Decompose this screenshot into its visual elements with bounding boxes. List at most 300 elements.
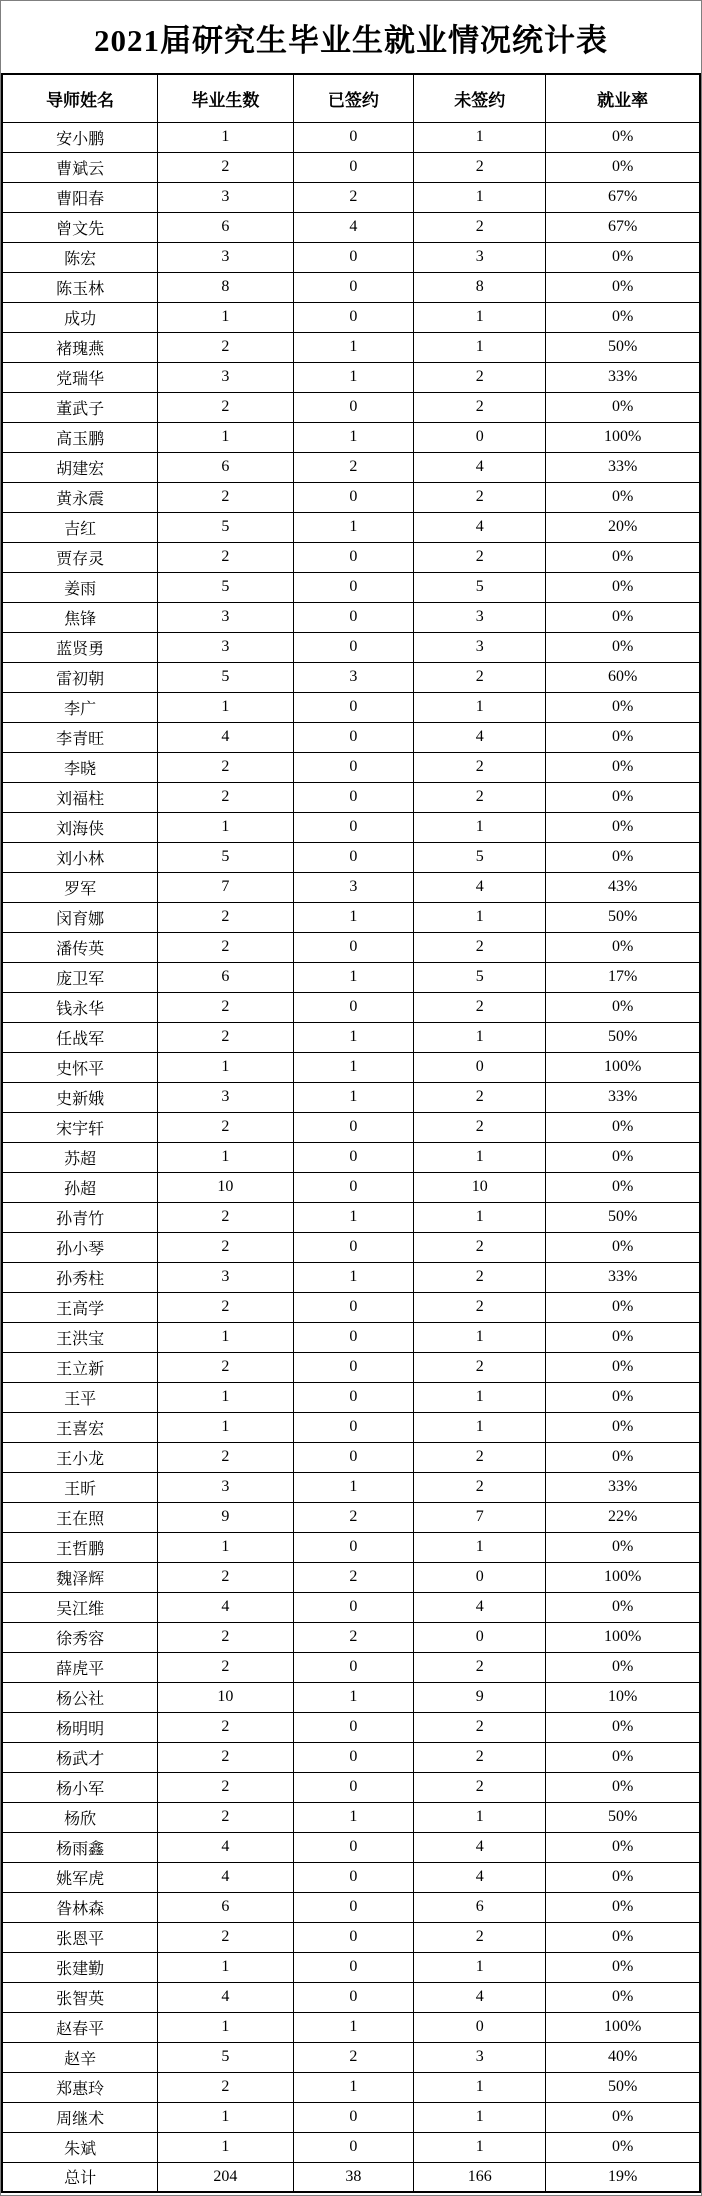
table-row — [2, 1592, 700, 1622]
value-cell: 19% — [546, 2162, 700, 2192]
value-cell: 2 — [158, 782, 293, 812]
table-row — [2, 392, 700, 422]
table-row — [2, 302, 700, 332]
table-row — [2, 752, 700, 782]
advisor-name-cell: 李青旺 — [2, 722, 158, 752]
table-row — [2, 662, 700, 692]
value-cell: 1 — [158, 1412, 293, 1442]
value-cell: 2 — [158, 1712, 293, 1742]
table-row — [2, 272, 700, 302]
page-title: 2021届研究生毕业生就业情况统计表 — [94, 22, 608, 58]
value-cell: 1 — [158, 302, 293, 332]
table-row — [2, 332, 700, 362]
value-cell: 0% — [546, 1442, 700, 1472]
value-cell: 2 — [158, 752, 293, 782]
value-cell: 2 — [414, 542, 546, 572]
advisor-name-cell: 任战军 — [2, 1022, 158, 1052]
value-cell: 2 — [414, 752, 546, 782]
value-cell: 1 — [158, 812, 293, 842]
table-row — [2, 1682, 700, 1712]
value-cell: 2 — [158, 932, 293, 962]
value-cell: 1 — [293, 1802, 414, 1832]
table-row — [2, 1022, 700, 1052]
table-row — [2, 1142, 700, 1172]
value-cell: 2 — [414, 392, 546, 422]
value-cell: 0% — [546, 122, 700, 152]
table-row — [2, 1352, 700, 1382]
table-row — [2, 1082, 700, 1112]
value-cell: 1 — [414, 1532, 546, 1562]
advisor-name-cell: 成功 — [2, 302, 158, 332]
advisor-name-cell: 王昕 — [2, 1472, 158, 1502]
value-cell: 33% — [546, 1262, 700, 1292]
value-cell: 1 — [158, 692, 293, 722]
value-cell: 20% — [546, 512, 700, 542]
advisor-name-cell: 蓝贤勇 — [2, 632, 158, 662]
table-row — [2, 1262, 700, 1292]
value-cell: 0 — [293, 542, 414, 572]
column-header: 导师姓名 — [2, 74, 158, 122]
value-cell: 2 — [414, 1082, 546, 1112]
value-cell: 0% — [546, 992, 700, 1022]
value-cell: 4 — [414, 722, 546, 752]
value-cell: 1 — [158, 1322, 293, 1352]
value-cell: 3 — [414, 242, 546, 272]
value-cell: 0 — [293, 1322, 414, 1352]
value-cell: 4 — [158, 1982, 293, 2012]
value-cell: 0% — [546, 1742, 700, 1772]
value-cell: 0% — [546, 542, 700, 572]
value-cell: 2 — [414, 1472, 546, 1502]
value-cell: 3 — [158, 632, 293, 662]
value-cell: 0 — [414, 1052, 546, 1082]
value-cell: 2 — [414, 1352, 546, 1382]
value-cell: 50% — [546, 1022, 700, 1052]
value-cell: 0% — [546, 932, 700, 962]
advisor-name-cell: 李广 — [2, 692, 158, 722]
advisor-name-cell: 史新娥 — [2, 1082, 158, 1112]
advisor-name-cell: 总计 — [2, 2162, 158, 2192]
value-cell: 43% — [546, 872, 700, 902]
advisor-name-cell: 王小龙 — [2, 1442, 158, 1472]
value-cell: 100% — [546, 1562, 700, 1592]
value-cell: 4 — [293, 212, 414, 242]
value-cell: 5 — [158, 842, 293, 872]
value-cell: 3 — [293, 872, 414, 902]
advisor-name-cell: 胡建宏 — [2, 452, 158, 482]
value-cell: 1 — [414, 1952, 546, 1982]
value-cell: 0% — [546, 1292, 700, 1322]
table-row — [2, 1382, 700, 1412]
value-cell: 1 — [414, 1142, 546, 1172]
advisor-name-cell: 王立新 — [2, 1352, 158, 1382]
value-cell: 2 — [158, 392, 293, 422]
value-cell: 5 — [158, 512, 293, 542]
table-row — [2, 1052, 700, 1082]
advisor-name-cell: 魏泽辉 — [2, 1562, 158, 1592]
value-cell: 1 — [414, 1802, 546, 1832]
value-cell: 4 — [158, 1832, 293, 1862]
value-cell: 1 — [414, 182, 546, 212]
table-row — [2, 932, 700, 962]
table-row — [2, 1952, 700, 1982]
value-cell: 2 — [414, 1112, 546, 1142]
value-cell: 4 — [414, 872, 546, 902]
value-cell: 2 — [158, 1802, 293, 1832]
advisor-name-cell: 王洪宝 — [2, 1322, 158, 1352]
value-cell: 0 — [293, 1352, 414, 1382]
value-cell: 0 — [293, 302, 414, 332]
value-cell: 0% — [546, 272, 700, 302]
advisor-name-cell: 焦锋 — [2, 602, 158, 632]
value-cell: 1 — [293, 2012, 414, 2042]
value-cell: 0 — [293, 1982, 414, 2012]
table-row — [2, 1922, 700, 1952]
value-cell: 0 — [293, 782, 414, 812]
table-row — [2, 1772, 700, 1802]
value-cell: 1 — [158, 1382, 293, 1412]
value-cell: 2 — [158, 482, 293, 512]
value-cell: 0 — [414, 2012, 546, 2042]
value-cell: 10 — [158, 1172, 293, 1202]
value-cell: 0% — [546, 482, 700, 512]
value-cell: 2 — [293, 452, 414, 482]
value-cell: 0% — [546, 1832, 700, 1862]
value-cell: 0% — [546, 1952, 700, 1982]
value-cell: 0 — [414, 1562, 546, 1592]
value-cell: 166 — [414, 2162, 546, 2192]
value-cell: 0 — [293, 242, 414, 272]
value-cell: 33% — [546, 362, 700, 392]
advisor-name-cell: 赵辛 — [2, 2042, 158, 2072]
value-cell: 0 — [293, 392, 414, 422]
table-row — [2, 422, 700, 452]
advisor-name-cell: 刘福柱 — [2, 782, 158, 812]
table-row — [2, 1232, 700, 1262]
value-cell: 0 — [293, 1742, 414, 1772]
value-cell: 1 — [414, 2072, 546, 2102]
value-cell: 0 — [293, 692, 414, 722]
value-cell: 2 — [414, 1922, 546, 1952]
value-cell: 2 — [414, 1442, 546, 1472]
value-cell: 1 — [293, 1052, 414, 1082]
value-cell: 0% — [546, 1772, 700, 1802]
value-cell: 17% — [546, 962, 700, 992]
value-cell: 3 — [158, 362, 293, 392]
value-cell: 3 — [414, 602, 546, 632]
value-cell: 0 — [293, 1412, 414, 1442]
value-cell: 1 — [158, 122, 293, 152]
value-cell: 0 — [293, 632, 414, 662]
value-cell: 0% — [546, 1862, 700, 1892]
value-cell: 1 — [414, 1412, 546, 1442]
advisor-name-cell: 闵育娜 — [2, 902, 158, 932]
value-cell: 67% — [546, 212, 700, 242]
value-cell: 2 — [414, 1772, 546, 1802]
advisor-name-cell: 史怀平 — [2, 1052, 158, 1082]
advisor-name-cell: 罗军 — [2, 872, 158, 902]
value-cell: 0% — [546, 302, 700, 332]
value-cell: 100% — [546, 1622, 700, 1652]
value-cell: 2 — [158, 1922, 293, 1952]
value-cell: 1 — [414, 2102, 546, 2132]
value-cell: 0 — [293, 2132, 414, 2162]
value-cell: 2 — [414, 992, 546, 1022]
value-cell: 0 — [293, 752, 414, 782]
value-cell: 2 — [158, 1352, 293, 1382]
value-cell: 4 — [414, 452, 546, 482]
advisor-name-cell: 陈玉林 — [2, 272, 158, 302]
value-cell: 1 — [414, 1322, 546, 1352]
value-cell: 40% — [546, 2042, 700, 2072]
value-cell: 1 — [414, 2132, 546, 2162]
value-cell: 0 — [414, 1622, 546, 1652]
value-cell: 0% — [546, 1232, 700, 1262]
advisor-name-cell: 安小鹏 — [2, 122, 158, 152]
value-cell: 4 — [414, 1862, 546, 1892]
table-row — [2, 1502, 700, 1532]
value-cell: 0% — [546, 2102, 700, 2132]
value-cell: 1 — [158, 1952, 293, 1982]
value-cell: 0% — [546, 1652, 700, 1682]
value-cell: 0 — [293, 1112, 414, 1142]
value-cell: 100% — [546, 2012, 700, 2042]
value-cell: 1 — [293, 332, 414, 362]
value-cell: 1 — [293, 362, 414, 392]
value-cell: 2 — [414, 1742, 546, 1772]
advisor-name-cell: 吴江维 — [2, 1592, 158, 1622]
value-cell: 0 — [293, 1892, 414, 1922]
table-body — [2, 122, 700, 2192]
value-cell: 10 — [158, 1682, 293, 1712]
table-row — [2, 1532, 700, 1562]
table-row — [2, 362, 700, 392]
value-cell: 0% — [546, 392, 700, 422]
value-cell: 0 — [293, 1772, 414, 1802]
value-cell: 5 — [414, 842, 546, 872]
value-cell: 3 — [414, 632, 546, 662]
value-cell: 0 — [293, 1442, 414, 1472]
value-cell: 4 — [414, 512, 546, 542]
value-cell: 33% — [546, 1472, 700, 1502]
value-cell: 0 — [293, 152, 414, 182]
advisor-name-cell: 吉红 — [2, 512, 158, 542]
advisor-name-cell: 曾文先 — [2, 212, 158, 242]
table-row — [2, 632, 700, 662]
value-cell: 50% — [546, 332, 700, 362]
value-cell: 0% — [546, 1982, 700, 2012]
value-cell: 2 — [158, 1772, 293, 1802]
value-cell: 1 — [158, 1052, 293, 1082]
value-cell: 1 — [293, 962, 414, 992]
table-row — [2, 872, 700, 902]
value-cell: 0 — [293, 992, 414, 1022]
value-cell: 10% — [546, 1682, 700, 1712]
advisor-name-cell: 朱斌 — [2, 2132, 158, 2162]
advisor-name-cell: 杨武才 — [2, 1742, 158, 1772]
table-row — [2, 1172, 700, 1202]
table-row — [2, 122, 700, 152]
table-row — [2, 1322, 700, 1352]
value-cell: 50% — [546, 1802, 700, 1832]
value-cell: 1 — [293, 1472, 414, 1502]
value-cell: 4 — [158, 1862, 293, 1892]
value-cell: 2 — [158, 152, 293, 182]
advisor-name-cell: 高玉鹏 — [2, 422, 158, 452]
table-row — [2, 1712, 700, 1742]
column-header: 已签约 — [293, 74, 414, 122]
value-cell: 50% — [546, 2072, 700, 2102]
value-cell: 0 — [293, 602, 414, 632]
value-cell: 1 — [293, 1022, 414, 1052]
value-cell: 1 — [414, 332, 546, 362]
advisor-name-cell: 曹阳春 — [2, 182, 158, 212]
value-cell: 33% — [546, 452, 700, 482]
table-row — [2, 962, 700, 992]
table-row — [2, 1472, 700, 1502]
value-cell: 0% — [546, 1922, 700, 1952]
value-cell: 0 — [293, 1922, 414, 1952]
value-cell: 6 — [158, 1892, 293, 1922]
advisor-name-cell: 李晓 — [2, 752, 158, 782]
value-cell: 3 — [414, 2042, 546, 2072]
value-cell: 3 — [158, 182, 293, 212]
table-row — [2, 1742, 700, 1772]
advisor-name-cell: 徐秀容 — [2, 1622, 158, 1652]
value-cell: 2 — [158, 1562, 293, 1592]
table-row — [2, 1622, 700, 1652]
value-cell: 3 — [158, 602, 293, 632]
table-row — [2, 992, 700, 1022]
value-cell: 0 — [293, 482, 414, 512]
value-cell: 0 — [293, 1232, 414, 1262]
value-cell: 1 — [158, 422, 293, 452]
table-row — [2, 1802, 700, 1832]
table-row — [2, 782, 700, 812]
value-cell: 0 — [293, 1832, 414, 1862]
value-cell: 67% — [546, 182, 700, 212]
advisor-name-cell: 钱永华 — [2, 992, 158, 1022]
value-cell: 0 — [293, 1142, 414, 1172]
value-cell: 1 — [293, 2072, 414, 2102]
value-cell: 0 — [293, 1862, 414, 1892]
table-row — [2, 1562, 700, 1592]
table-row — [2, 692, 700, 722]
value-cell: 2 — [414, 782, 546, 812]
table-row — [2, 1442, 700, 1472]
value-cell: 9 — [158, 1502, 293, 1532]
value-cell: 2 — [414, 362, 546, 392]
value-cell: 2 — [293, 1622, 414, 1652]
value-cell: 1 — [293, 1202, 414, 1232]
table-row — [2, 2102, 700, 2132]
advisor-name-cell: 王高学 — [2, 1292, 158, 1322]
title-block — [1, 1, 701, 73]
value-cell: 0 — [293, 812, 414, 842]
table-row — [2, 2132, 700, 2162]
value-cell: 2 — [293, 182, 414, 212]
value-cell: 0 — [414, 422, 546, 452]
value-cell: 0% — [546, 842, 700, 872]
value-cell: 60% — [546, 662, 700, 692]
value-cell: 2 — [158, 1652, 293, 1682]
value-cell: 1 — [293, 512, 414, 542]
table-row — [2, 572, 700, 602]
value-cell: 2 — [158, 902, 293, 932]
value-cell: 0% — [546, 1112, 700, 1142]
value-cell: 4 — [414, 1982, 546, 2012]
value-cell: 3 — [158, 242, 293, 272]
advisor-name-cell: 张智英 — [2, 1982, 158, 2012]
table-row — [2, 2012, 700, 2042]
value-cell: 2 — [414, 1652, 546, 1682]
value-cell: 0 — [293, 1532, 414, 1562]
advisor-name-cell: 苏超 — [2, 1142, 158, 1172]
table-row — [2, 2072, 700, 2102]
advisor-name-cell: 黄永震 — [2, 482, 158, 512]
advisor-name-cell: 王平 — [2, 1382, 158, 1412]
value-cell: 2 — [293, 1562, 414, 1592]
value-cell: 2 — [414, 1262, 546, 1292]
advisor-name-cell: 褚瑰燕 — [2, 332, 158, 362]
table-row — [2, 1832, 700, 1862]
value-cell: 100% — [546, 422, 700, 452]
value-cell: 2 — [293, 2042, 414, 2072]
value-cell: 0% — [546, 632, 700, 662]
value-cell: 1 — [158, 1532, 293, 1562]
value-cell: 6 — [414, 1892, 546, 1922]
value-cell: 33% — [546, 1082, 700, 1112]
value-cell: 0% — [546, 1322, 700, 1352]
value-cell: 3 — [158, 1082, 293, 1112]
value-cell: 2 — [414, 152, 546, 182]
advisor-name-cell: 杨雨鑫 — [2, 1832, 158, 1862]
advisor-name-cell: 孙超 — [2, 1172, 158, 1202]
value-cell: 1 — [158, 2012, 293, 2042]
value-cell: 8 — [414, 272, 546, 302]
table-row — [2, 1202, 700, 1232]
value-cell: 0% — [546, 782, 700, 812]
advisor-name-cell: 赵春平 — [2, 2012, 158, 2042]
advisor-name-cell: 孙青竹 — [2, 1202, 158, 1232]
table-row — [2, 1892, 700, 1922]
value-cell: 4 — [158, 1592, 293, 1622]
advisor-name-cell: 宋宇轩 — [2, 1112, 158, 1142]
advisor-name-cell: 刘海侠 — [2, 812, 158, 842]
table-row — [2, 1652, 700, 1682]
value-cell: 7 — [414, 1502, 546, 1532]
advisor-name-cell: 王在照 — [2, 1502, 158, 1532]
advisor-name-cell: 昝林森 — [2, 1892, 158, 1922]
table-row — [2, 2042, 700, 2072]
value-cell: 1 — [158, 1142, 293, 1172]
value-cell: 5 — [158, 2042, 293, 2072]
value-cell: 0% — [546, 242, 700, 272]
value-cell: 0% — [546, 1142, 700, 1172]
value-cell: 1 — [293, 1262, 414, 1292]
value-cell: 3 — [158, 1262, 293, 1292]
table-row — [2, 482, 700, 512]
total-row — [2, 2162, 700, 2192]
value-cell: 4 — [158, 722, 293, 752]
table-row — [2, 1292, 700, 1322]
employment-stats-table — [1, 73, 701, 2193]
table-row — [2, 152, 700, 182]
value-cell: 1 — [414, 1382, 546, 1412]
value-cell: 6 — [158, 962, 293, 992]
value-cell: 2 — [158, 332, 293, 362]
value-cell: 2 — [414, 212, 546, 242]
